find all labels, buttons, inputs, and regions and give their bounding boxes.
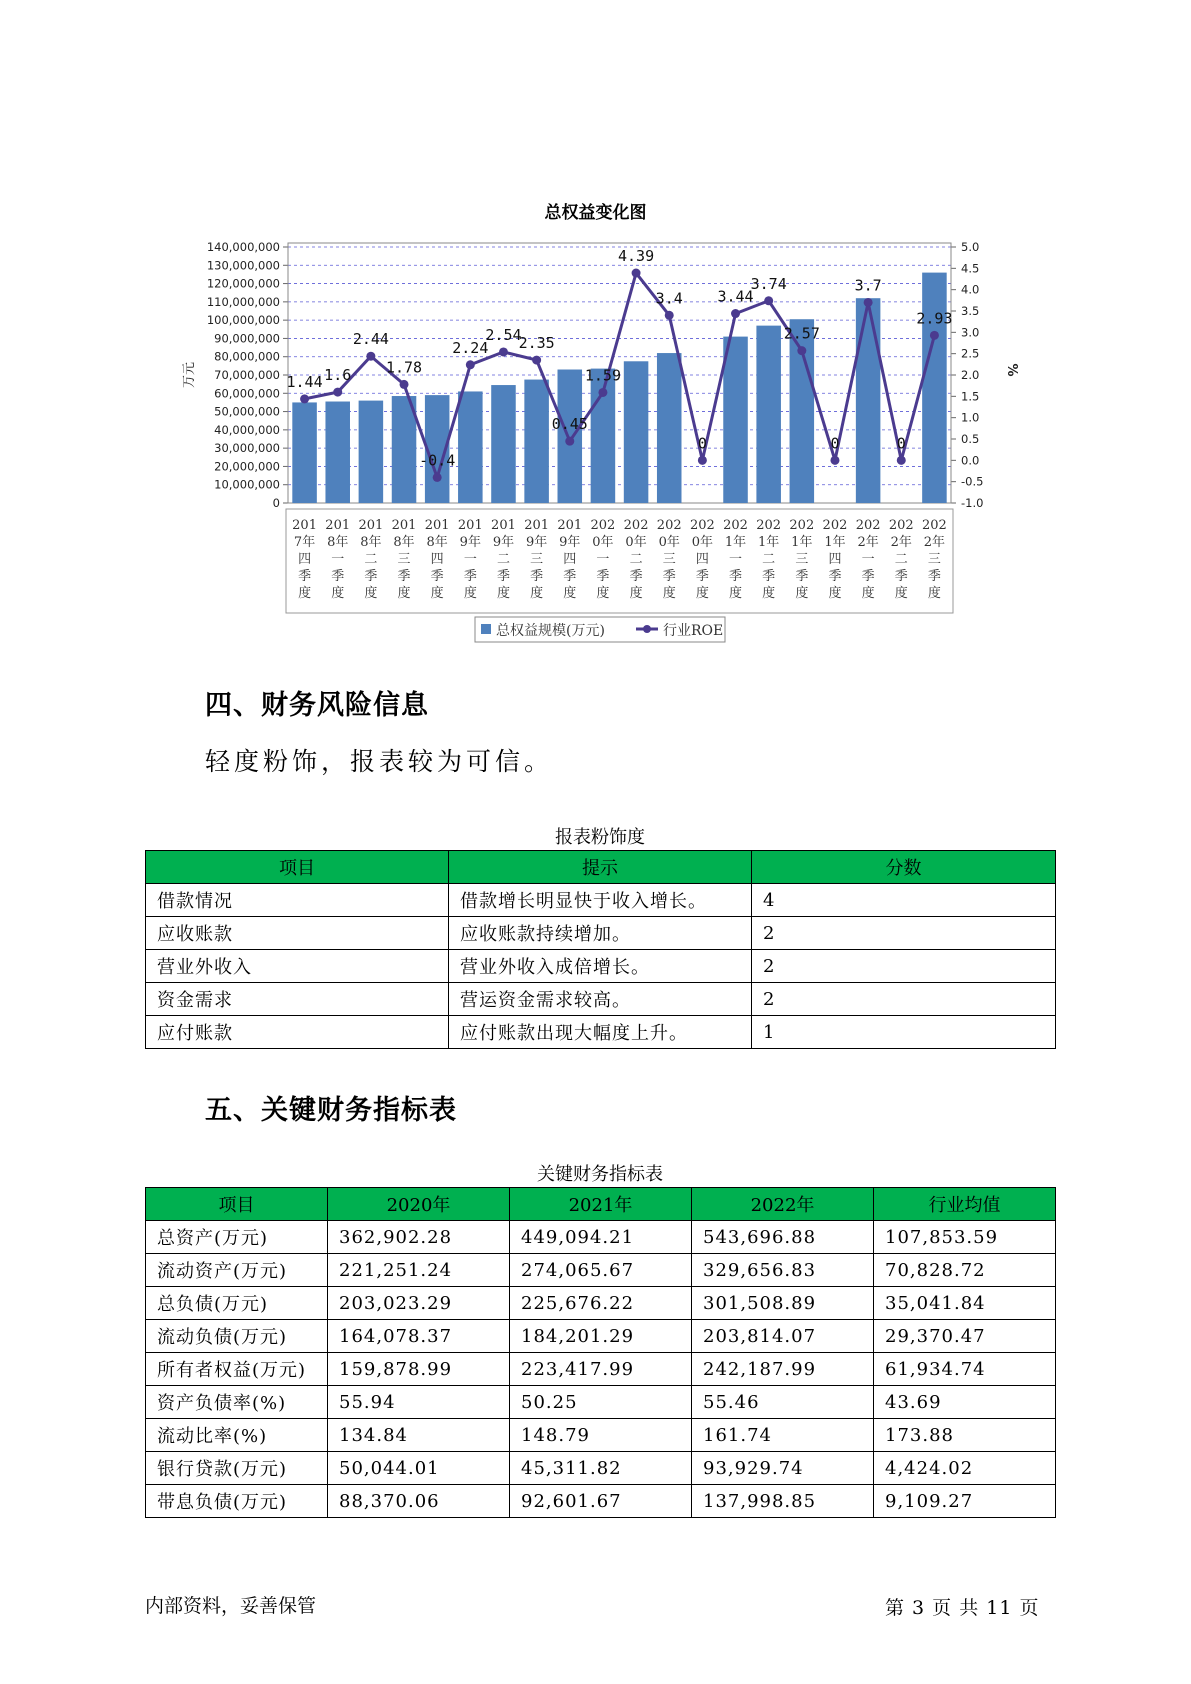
key-indicators-table-row — [146, 1254, 1056, 1287]
x-tick-label: 二 — [496, 552, 510, 567]
roe-point — [764, 296, 773, 305]
equity-bar — [922, 273, 947, 503]
x-tick-label: 四 — [298, 552, 312, 567]
key-indicators-table-cell: 50.25 — [510, 1386, 692, 1419]
key-indicators-table-cell: 银行贷款(万元) — [146, 1452, 328, 1485]
x-tick-label: 201 — [457, 518, 483, 533]
x-tick-label: 季 — [364, 569, 378, 584]
key-indicators-table-cell: 总负债(万元) — [146, 1287, 328, 1320]
x-tick-label: 度 — [729, 586, 743, 601]
x-tick-label: 202 — [888, 518, 914, 533]
roe-point — [864, 298, 873, 307]
key-indicators-table-header-cell: 2021年 — [510, 1188, 692, 1221]
y-tick-label: 90,000,000 — [214, 331, 280, 346]
key-indicators-table-cell: 4,424.02 — [874, 1452, 1056, 1485]
x-tick-label: 202 — [756, 518, 782, 533]
whitewash-table-cell: 借款情况 — [146, 884, 449, 917]
x-tick-label: 二 — [629, 552, 643, 567]
key-indicators-table-cell: 61,934.74 — [874, 1353, 1056, 1386]
key-indicators-table-row — [146, 1386, 1056, 1419]
key-indicators-table-header-cell: 2020年 — [328, 1188, 510, 1221]
x-tick-label: 季 — [430, 569, 444, 584]
whitewash-table-cell: 借款增长明显快于收入增长。 — [449, 884, 752, 917]
key-indicators-table-cell: 161.74 — [692, 1419, 874, 1452]
x-tick-label: 一 — [463, 552, 477, 567]
key-indicators-table-cell: 301,508.89 — [692, 1287, 874, 1320]
y2-tick-label: 3.0 — [961, 325, 980, 340]
key-indicators-table-cell: 总资产(万元) — [146, 1221, 328, 1254]
roe-data-label: 3.4 — [655, 289, 683, 308]
y2-tick-label: 4.0 — [961, 282, 980, 297]
key-indicators-table-cell: 173.88 — [874, 1419, 1056, 1452]
key-indicators-table-cell: 流动资产(万元) — [146, 1254, 328, 1287]
x-tick-label: 季 — [496, 569, 510, 584]
roe-point — [532, 356, 541, 365]
x-tick-label: 三 — [530, 552, 544, 567]
y2-tick-label: -1.0 — [961, 496, 984, 510]
x-tick-label: 一 — [331, 552, 345, 567]
y-tick-label: 80,000,000 — [214, 349, 280, 364]
x-tick-label: 202 — [723, 518, 748, 533]
x-tick-label: 2年 — [857, 535, 879, 550]
x-tick-label: 季 — [861, 569, 875, 584]
x-tick-label: 201 — [424, 518, 450, 533]
roe-point — [400, 380, 409, 389]
y2-tick-label: 1.5 — [961, 389, 980, 404]
x-tick-label: 度 — [662, 586, 676, 601]
x-tick-label: 7年 — [293, 535, 316, 550]
x-tick-label: 201 — [391, 518, 417, 533]
x-tick-label: 度 — [762, 586, 776, 601]
x-tick-label: 季 — [530, 569, 544, 584]
equity-bar — [325, 402, 350, 503]
equity-bar — [359, 401, 384, 503]
roe-data-label: 1.78 — [385, 358, 423, 377]
equity-bar — [756, 326, 781, 503]
key-indicators-table-cell: 流动比率(%) — [146, 1419, 328, 1452]
x-tick-label: 四 — [828, 552, 842, 567]
y2-axis-label: % — [1004, 363, 1019, 377]
key-indicators-table-cell: 148.79 — [510, 1419, 692, 1452]
x-tick-label: 季 — [894, 569, 908, 584]
roe-point — [333, 388, 342, 397]
x-tick-label: 度 — [861, 586, 875, 601]
key-indicators-table-row — [146, 1320, 1056, 1353]
x-tick-label: 一 — [729, 552, 743, 567]
x-tick-label: 202 — [656, 518, 682, 533]
roe-point — [698, 456, 707, 465]
y-tick-label: 130,000,000 — [206, 258, 280, 273]
y2-tick-label: 1.0 — [961, 410, 980, 425]
x-tick-label: 0年 — [625, 535, 647, 550]
roe-point — [797, 346, 806, 355]
roe-data-label: 2.57 — [783, 324, 820, 343]
roe-point — [366, 352, 375, 361]
x-tick-label: 201 — [325, 518, 351, 533]
x-tick-label: 度 — [629, 586, 643, 601]
x-tick-label: 度 — [695, 586, 709, 601]
x-tick-label: 2年 — [890, 535, 912, 550]
roe-point — [665, 311, 674, 320]
x-tick-label: 度 — [463, 586, 477, 601]
y-tick-label: 70,000,000 — [214, 368, 280, 382]
key-indicators-table-cell: 55.94 — [328, 1386, 510, 1419]
x-tick-label: 季 — [298, 569, 312, 584]
x-tick-label: 1年 — [724, 535, 747, 550]
table-caption-key-indicators: 关键财务指标表 — [537, 1164, 663, 1185]
y-tick-label: 0 — [272, 496, 280, 510]
roe-data-label: 1.44 — [286, 372, 323, 391]
x-tick-label: 201 — [292, 518, 317, 533]
roe-data-label: 3.7 — [854, 276, 882, 295]
roe-point — [632, 269, 641, 278]
roe-point — [598, 388, 607, 397]
whitewash-table-cell: 2 — [752, 917, 1056, 950]
key-indicators-table-cell: 资产负债率(%) — [146, 1386, 328, 1419]
key-indicators-table-row — [146, 1353, 1056, 1386]
key-indicators-table-row — [146, 1419, 1056, 1452]
x-axis-label-frame — [286, 509, 953, 613]
x-tick-label: 度 — [596, 586, 610, 601]
roe-point — [830, 456, 839, 465]
y-tick-label: 120,000,000 — [206, 276, 280, 291]
y-tick-label: 20,000,000 — [214, 459, 280, 474]
roe-data-label: 2.35 — [518, 334, 555, 353]
x-tick-label: 季 — [927, 569, 941, 584]
roe-data-label: 1.59 — [584, 366, 621, 385]
roe-point — [731, 309, 740, 318]
x-tick-label: 度 — [894, 586, 908, 601]
x-tick-label: 201 — [524, 518, 550, 533]
table-caption-whitewash: 报表粉饰度 — [555, 827, 645, 848]
equity-bar — [657, 353, 682, 503]
y-tick-label: 50,000,000 — [214, 404, 280, 419]
roe-data-label: -0.4 — [419, 451, 456, 470]
risk-summary-text: 轻度粉饰，报表较为可信。 — [205, 747, 554, 776]
x-tick-label: 9年 — [559, 535, 581, 550]
whitewash-table-cell: 2 — [752, 950, 1056, 983]
key-indicators-table-cell: 50,044.01 — [328, 1452, 510, 1485]
roe-data-label: 3.74 — [750, 274, 787, 293]
key-indicators-table-row — [146, 1221, 1056, 1254]
equity-bar — [856, 298, 881, 503]
whitewash-table-cell: 2 — [752, 983, 1056, 1016]
y2-tick-label: 2.5 — [961, 346, 980, 361]
whitewash-table-cell: 应收账款持续增加。 — [449, 917, 752, 950]
roe-data-label: 2.54 — [485, 325, 522, 344]
whitewash-table-cell: 营业外收入成倍增长。 — [449, 950, 752, 983]
equity-change-chart — [0, 0, 1191, 660]
footer-confidential-note: 内部资料，妥善保管 — [145, 1595, 317, 1617]
x-tick-label: 202 — [922, 518, 947, 533]
roe-point — [930, 331, 939, 340]
equity-bar — [624, 361, 649, 503]
legend-bar-label: 总权益规模(万元) — [496, 623, 605, 639]
key-indicators-table-cell: 274,065.67 — [510, 1254, 692, 1287]
x-tick-label: 201 — [358, 518, 384, 533]
legend-line-marker — [643, 625, 651, 633]
y2-tick-label: 4.5 — [961, 261, 980, 276]
key-indicators-table-row — [146, 1452, 1056, 1485]
x-tick-label: 9年 — [525, 535, 548, 550]
key-indicators-table — [145, 1187, 1056, 1518]
key-indicators-table-cell: 43.69 — [874, 1386, 1056, 1419]
x-tick-label: 二 — [894, 552, 908, 567]
x-tick-label: 9年 — [492, 535, 515, 550]
x-tick-label: 季 — [662, 569, 676, 584]
roe-data-label: 0.45 — [551, 415, 588, 434]
x-tick-label: 季 — [695, 569, 709, 584]
key-indicators-table-cell: 242,187.99 — [692, 1353, 874, 1386]
x-tick-label: 度 — [927, 586, 941, 601]
x-tick-label: 季 — [331, 569, 345, 584]
key-indicators-table-cell: 93,929.74 — [692, 1452, 874, 1485]
roe-point — [300, 394, 309, 403]
x-tick-label: 1年 — [824, 535, 846, 550]
key-indicators-table-header-cell: 行业均值 — [874, 1188, 1056, 1221]
x-tick-label: 8年 — [393, 535, 415, 550]
x-tick-label: 度 — [364, 586, 378, 601]
key-indicators-table-row — [146, 1485, 1056, 1518]
whitewash-table-row — [146, 884, 1056, 917]
x-tick-label: 季 — [762, 569, 776, 584]
key-indicators-table-cell: 159,878.99 — [328, 1353, 510, 1386]
whitewash-table-row — [146, 1016, 1056, 1049]
x-tick-label: 四 — [430, 552, 444, 567]
x-tick-label: 202 — [623, 518, 649, 533]
key-indicators-table-cell: 223,417.99 — [510, 1353, 692, 1386]
x-tick-label: 2年 — [923, 535, 946, 550]
x-tick-label: 二 — [364, 552, 378, 567]
roe-point — [466, 360, 475, 369]
roe-data-label: 0 — [830, 434, 840, 453]
y2-tick-label: 2.0 — [961, 368, 980, 382]
key-indicators-table-cell: 137,998.85 — [692, 1485, 874, 1518]
x-tick-label: 度 — [298, 586, 312, 601]
key-indicators-table-cell: 329,656.83 — [692, 1254, 874, 1287]
whitewash-table-cell: 营业外收入 — [146, 950, 449, 983]
roe-point — [897, 456, 906, 465]
key-indicators-table-cell: 164,078.37 — [328, 1320, 510, 1353]
x-tick-label: 四 — [563, 552, 577, 567]
whitewash-table-cell: 4 — [752, 884, 1056, 917]
x-tick-label: 202 — [855, 518, 881, 533]
x-tick-label: 0年 — [691, 535, 714, 550]
x-tick-label: 度 — [397, 586, 411, 601]
x-tick-label: 三 — [927, 552, 941, 567]
whitewash-table-cell: 1 — [752, 1016, 1056, 1049]
y-tick-label: 30,000,000 — [214, 441, 280, 456]
key-indicators-table-cell: 55.46 — [692, 1386, 874, 1419]
x-tick-label: 一 — [596, 552, 610, 567]
x-tick-label: 一 — [861, 552, 875, 567]
x-tick-label: 季 — [629, 569, 643, 584]
whitewash-table-row — [146, 917, 1056, 950]
roe-data-label: 2.24 — [452, 338, 489, 357]
roe-data-label: 0 — [697, 434, 707, 453]
x-tick-label: 8年 — [327, 535, 349, 550]
roe-data-label: 2.44 — [352, 330, 389, 349]
section-heading-key-indicators: 五、关键财务指标表 — [205, 1095, 457, 1126]
x-tick-label: 季 — [596, 569, 610, 584]
x-tick-label: 季 — [795, 569, 809, 584]
x-tick-label: 9年 — [459, 535, 481, 550]
x-tick-label: 三 — [795, 552, 809, 567]
y-tick-label: 140,000,000 — [206, 240, 280, 254]
x-tick-label: 度 — [430, 586, 444, 601]
roe-point — [565, 437, 574, 446]
equity-bar — [491, 385, 516, 503]
x-tick-label: 季 — [463, 569, 477, 584]
key-indicators-table-cell: 9,109.27 — [874, 1485, 1056, 1518]
roe-point — [433, 473, 442, 482]
x-tick-label: 202 — [822, 518, 848, 533]
y2-tick-label: 0.0 — [961, 453, 980, 468]
x-tick-label: 1年 — [791, 535, 813, 550]
whitewash-table-cell: 应付账款 — [146, 1016, 449, 1049]
key-indicators-table-cell: 225,676.22 — [510, 1287, 692, 1320]
x-tick-label: 8年 — [360, 535, 382, 550]
equity-bar — [558, 370, 583, 503]
y-tick-label: 40,000,000 — [214, 422, 280, 437]
whitewash-table-row — [146, 983, 1056, 1016]
whitewash-table-header-cell: 提示 — [449, 851, 752, 884]
key-indicators-table-cell: 29,370.47 — [874, 1320, 1056, 1353]
key-indicators-table-cell: 88,370.06 — [328, 1485, 510, 1518]
key-indicators-table-cell: 134.84 — [328, 1419, 510, 1452]
key-indicators-table-cell: 流动负债(万元) — [146, 1320, 328, 1353]
equity-bar — [723, 337, 748, 503]
whitewash-table-cell: 资金需求 — [146, 983, 449, 1016]
key-indicators-table-header-cell: 项目 — [146, 1188, 328, 1221]
roe-data-label: 2.93 — [916, 309, 953, 328]
x-tick-label: 季 — [828, 569, 842, 584]
y2-tick-label: 0.5 — [961, 432, 980, 446]
x-tick-label: 三 — [397, 552, 411, 567]
y2-tick-label: 5.0 — [961, 240, 980, 254]
key-indicators-table-cell: 107,853.59 — [874, 1221, 1056, 1254]
y2-tick-label: 3.5 — [961, 304, 980, 318]
roe-data-label: 1.6 — [324, 366, 352, 385]
key-indicators-table-cell: 45,311.82 — [510, 1452, 692, 1485]
key-indicators-table-row — [146, 1287, 1056, 1320]
roe-data-label: 0 — [896, 434, 906, 453]
key-indicators-table-cell: 184,201.29 — [510, 1320, 692, 1353]
x-tick-label: 季 — [397, 569, 411, 584]
legend-bar-swatch — [481, 624, 491, 634]
key-indicators-table-cell: 449,094.21 — [510, 1221, 692, 1254]
x-tick-label: 季 — [729, 569, 743, 584]
x-tick-label: 0年 — [658, 535, 680, 550]
x-tick-label: 度 — [530, 586, 544, 601]
x-tick-label: 201 — [491, 518, 516, 533]
key-indicators-table-cell: 92,601.67 — [510, 1485, 692, 1518]
key-indicators-table-cell: 带息负债(万元) — [146, 1485, 328, 1518]
key-indicators-table-cell: 543,696.88 — [692, 1221, 874, 1254]
x-tick-label: 1年 — [758, 535, 780, 550]
whitewash-table — [145, 850, 1056, 1049]
x-tick-label: 度 — [563, 586, 577, 601]
key-indicators-table-cell: 362,902.28 — [328, 1221, 510, 1254]
key-indicators-table-cell: 所有者权益(万元) — [146, 1353, 328, 1386]
whitewash-table-header-cell: 项目 — [146, 851, 449, 884]
x-tick-label: 四 — [695, 552, 709, 567]
equity-bar — [524, 380, 549, 503]
whitewash-table-row — [146, 950, 1056, 983]
x-tick-label: 度 — [795, 586, 809, 601]
y-tick-label: 110,000,000 — [206, 294, 280, 309]
equity-bar — [292, 402, 317, 503]
roe-data-label: 3.44 — [717, 287, 754, 306]
key-indicators-table-cell: 203,023.29 — [328, 1287, 510, 1320]
y-tick-label: 60,000,000 — [214, 386, 280, 401]
x-tick-label: 201 — [557, 518, 583, 533]
legend-line-label: 行业ROE — [663, 623, 724, 639]
equity-bar — [458, 391, 483, 503]
x-tick-label: 度 — [331, 586, 345, 601]
y-tick-label: 100,000,000 — [206, 313, 280, 328]
y-axis-label: 万元 — [182, 361, 197, 389]
x-tick-label: 202 — [590, 518, 616, 533]
x-tick-label: 二 — [762, 552, 776, 567]
x-tick-label: 度 — [828, 586, 842, 601]
whitewash-table-cell: 营运资金需求较高。 — [449, 983, 752, 1016]
x-tick-label: 202 — [689, 518, 715, 533]
whitewash-table-cell: 应付账款出现大幅度上升。 — [449, 1016, 752, 1049]
footer-page-number: 第 3 页 共 11 页 — [885, 1597, 1040, 1619]
x-tick-label: 季 — [563, 569, 577, 584]
x-tick-label: 度 — [496, 586, 510, 601]
x-tick-label: 202 — [789, 518, 815, 533]
x-tick-label: 8年 — [426, 535, 448, 550]
key-indicators-table-cell: 70,828.72 — [874, 1254, 1056, 1287]
x-tick-label: 三 — [662, 552, 676, 567]
key-indicators-table-cell: 221,251.24 — [328, 1254, 510, 1287]
whitewash-table-cell: 应收账款 — [146, 917, 449, 950]
x-tick-label: 0年 — [592, 535, 614, 550]
section-heading-financial-risk: 四、财务风险信息 — [205, 690, 429, 721]
key-indicators-table-cell: 35,041.84 — [874, 1287, 1056, 1320]
roe-point — [499, 347, 508, 356]
roe-data-label: 4.39 — [618, 247, 655, 266]
whitewash-table-header-cell: 分数 — [752, 851, 1056, 884]
key-indicators-table-cell: 203,814.07 — [692, 1320, 874, 1353]
key-indicators-table-header-cell: 2022年 — [692, 1188, 874, 1221]
y2-tick-label: -0.5 — [961, 474, 984, 489]
y-tick-label: 10,000,000 — [214, 477, 280, 492]
chart-title: 总权益变化图 — [544, 203, 647, 223]
